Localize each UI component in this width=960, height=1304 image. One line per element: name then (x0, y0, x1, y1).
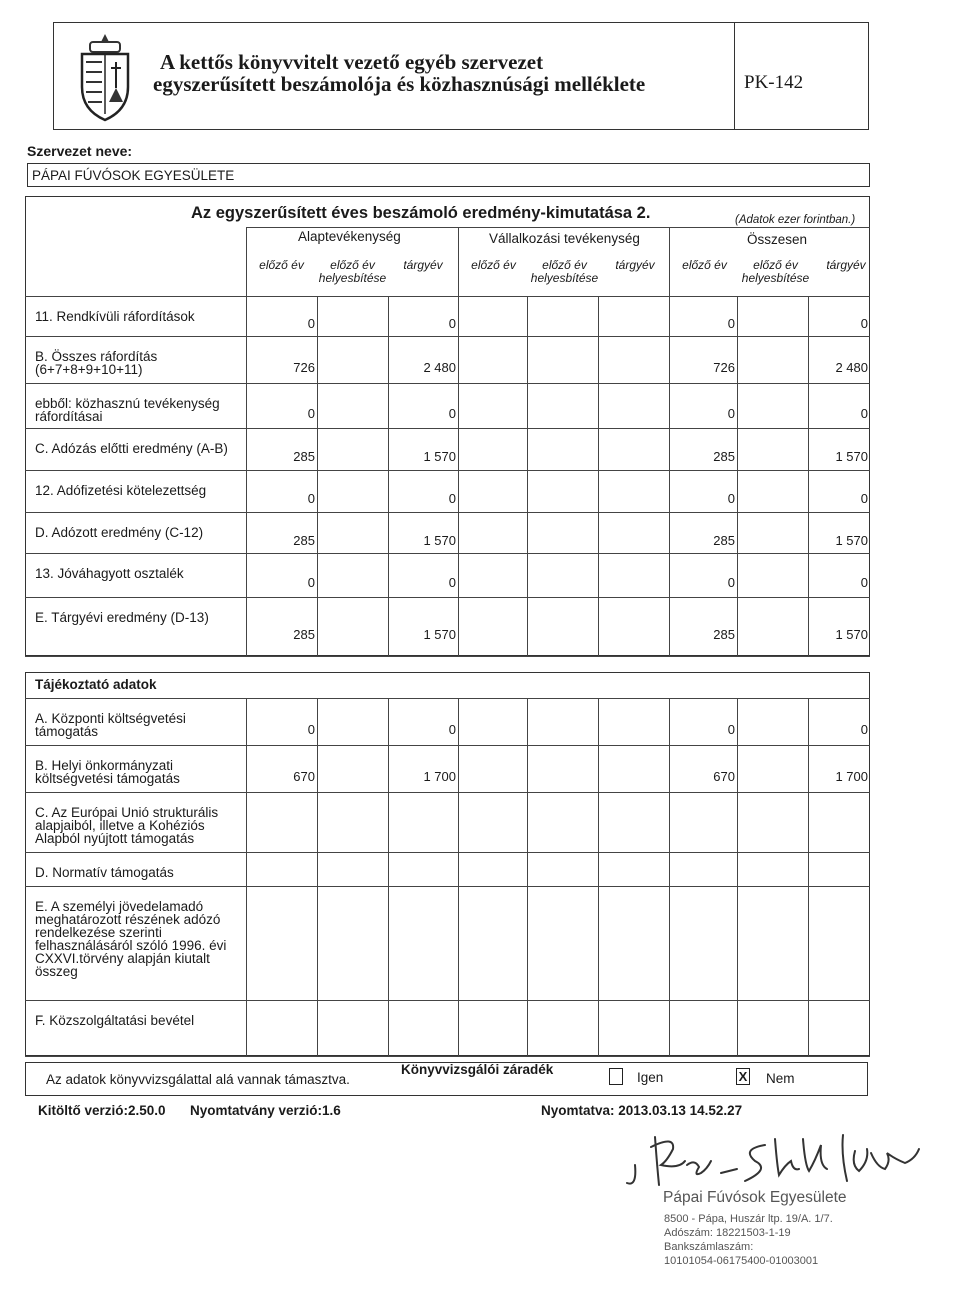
row-label: alapjaiból, illetve a Kohéziós (35, 818, 205, 833)
col-header-correction-line2: helyesbítése (741, 271, 810, 285)
col-header-prev-year: előző év (471, 258, 516, 272)
info-heading: Tájékoztató adatok (35, 677, 157, 692)
col-header-current-year: tárgyév (826, 258, 866, 272)
organization-label: Szervezet neve: (27, 143, 133, 159)
row-label: felhasználásáról szóló 1996. évi (35, 938, 227, 953)
group-business: Vállalkozási tevékenység (489, 231, 640, 246)
row-label: C. Adózás előtti eredmény (A-B) (35, 441, 228, 456)
cell-tot-prev: 285 (713, 449, 735, 464)
cell-base-prev: 0 (307, 316, 315, 331)
row-label: C. Az Európai Unió strukturális (35, 805, 219, 820)
form-title-line1: A kettős könyvvitelt vezető egyéb szervezet (160, 50, 544, 74)
cell-base-prev: 0 (307, 575, 315, 590)
row-label: 13. Jóváhagyott osztalék (35, 566, 184, 581)
cell-tot-cur: 1 570 (835, 626, 868, 642)
cell-base-cur: 0 (448, 721, 456, 737)
cell-base-cur: 0 (448, 405, 456, 421)
row-label: B. Összes ráfordítás (35, 349, 158, 364)
col-header-current-year: tárgyév (403, 258, 443, 272)
cell-base-cur: 1 700 (423, 768, 456, 784)
cell-base-cur: 0 (448, 575, 456, 590)
row-label: 11. Rendkívüli ráfordítások (35, 309, 195, 324)
printed-timestamp: Nyomtatva: 2013.03.13 14.52.27 (541, 1103, 743, 1118)
cell-tot-cur: 0 (860, 316, 868, 331)
cell-base-cur: 1 570 (423, 626, 456, 642)
row-label: rendelkezése szerinti (35, 925, 162, 940)
cell-base-prev: 0 (307, 721, 315, 737)
col-header-correction (317, 259, 388, 285)
cell-tot-cur: 0 (860, 405, 868, 421)
col-header-correction-line1: előző év (330, 258, 375, 272)
cell-tot-cur: 1 570 (835, 532, 868, 548)
cell-base-prev: 285 (293, 532, 315, 548)
col-header-correction (529, 259, 600, 285)
cell-tot-cur: 0 (860, 721, 868, 737)
cell-tot-cur: 0 (860, 491, 868, 506)
stamp-address: 8500 - Pápa, Huszár ltp. 19/A. 1/7. (664, 1213, 833, 1225)
unit-note: (Adatok ezer forintban.) (735, 214, 856, 226)
organization-name: PÁPAI FÚVÓSOK EGYESÜLETE (32, 168, 235, 183)
cell-tot-cur: 1 570 (835, 449, 868, 464)
cell-base-cur: 1 570 (423, 532, 456, 548)
audit-yes-label: Igen (637, 1070, 664, 1085)
cell-tot-prev: 285 (713, 532, 735, 548)
row-label: meghatározott részének adózó (35, 912, 221, 927)
form-code: PK-142 (744, 72, 804, 93)
group-base: Alaptevékenység (298, 229, 401, 244)
cell-tot-prev: 670 (713, 768, 735, 784)
cell-tot-prev: 0 (727, 491, 735, 506)
row-label: A. Központi költségvetési (35, 711, 186, 726)
cell-base-prev: 726 (293, 359, 315, 375)
cell-tot-cur: 0 (860, 575, 868, 590)
row-label: ebből: közhasznú tevékenység (35, 396, 220, 411)
row-label: E. A személyi jövedelamadó (35, 899, 204, 914)
form-title-line2: egyszerűsített beszámolója és közhasznúsági melléklete (153, 72, 646, 96)
row-label: (6+7+8+9+10+11) (35, 362, 143, 377)
row-label: támogatás (35, 724, 99, 739)
cell-base-prev: 670 (293, 768, 315, 784)
cell-base-cur: 0 (448, 491, 456, 506)
row-label: E. Tárgyévi eredmény (D-13) (35, 610, 209, 625)
cell-base-prev: 0 (307, 405, 315, 421)
stamp-tax: Adószám: 18221503-1-19 (664, 1227, 791, 1239)
cell-tot-prev: 726 (713, 359, 735, 375)
row-label: 12. Adófizetési kötelezettség (35, 483, 207, 498)
audit-no-label: Nem (766, 1071, 795, 1086)
cell-tot-prev: 0 (727, 721, 735, 737)
cell-base-prev: 285 (293, 449, 315, 464)
cell-tot-prev: 0 (727, 316, 735, 331)
stamp-name: Pápai Fúvósok Egyesülete (663, 1189, 847, 1206)
col-header-correction (740, 259, 811, 285)
row-label: F. Közszolgáltatási bevétel (35, 1013, 195, 1028)
row-label: Alapból nyújtott támogatás (35, 831, 195, 846)
row-label: összeg (35, 964, 78, 979)
col-header-prev-year: előző év (259, 258, 304, 272)
col-header-correction-line2: helyesbítése (318, 271, 387, 285)
filler-version: Kitöltő verzió:2.50.0 (38, 1103, 166, 1118)
coat-of-arms-icon (76, 32, 134, 122)
audit-clause-label: Könyvvizsgálói záradék (401, 1062, 554, 1077)
col-header-prev-year: előző év (682, 258, 727, 272)
cell-tot-cur: 1 700 (835, 768, 868, 784)
row-label: D. Adózott eredmény (C-12) (35, 525, 204, 540)
col-header-correction-line1: előző év (753, 258, 798, 272)
stamp-bank-number: 10101054-06175400-01003001 (664, 1255, 819, 1267)
cell-tot-cur: 2 480 (835, 359, 868, 375)
statement-title: Az egyszerűsített éves beszámoló eredmény-kimutatása 2. (191, 204, 651, 222)
cell-base-cur: 2 480 (423, 359, 456, 375)
stamp-bank-label: Bankszámlaszám: (664, 1241, 754, 1253)
cell-base-prev: 0 (307, 491, 315, 506)
signature (615, 1125, 935, 1197)
row-label: D. Normatív támogatás (35, 865, 174, 880)
audit-no-checkbox[interactable]: X (736, 1068, 750, 1085)
col-header-correction-line2: helyesbítése (530, 271, 599, 285)
group-total: Összesen (747, 232, 808, 247)
audit-statement: Az adatok könyvvizsgálattal alá vannak támasztva. (46, 1072, 350, 1087)
cell-tot-prev: 285 (713, 626, 735, 642)
cell-base-cur: 1 570 (423, 449, 456, 464)
cell-base-prev: 285 (293, 626, 315, 642)
cell-tot-prev: 0 (727, 575, 735, 590)
audit-yes-checkbox[interactable] (609, 1068, 623, 1085)
row-label: ráfordításai (35, 409, 103, 424)
cell-tot-prev: 0 (727, 405, 735, 421)
row-label: CXXVI.törvény alapján kiutalt (35, 951, 210, 966)
cell-base-cur: 0 (448, 316, 456, 331)
row-label: költségvetési támogatás (35, 771, 180, 786)
col-header-current-year: tárgyév (615, 258, 655, 272)
form-version: Nyomtatvány verzió:1.6 (190, 1103, 341, 1118)
row-label: B. Helyi önkormányzati (35, 758, 174, 773)
col-header-correction-line1: előző év (542, 258, 587, 272)
